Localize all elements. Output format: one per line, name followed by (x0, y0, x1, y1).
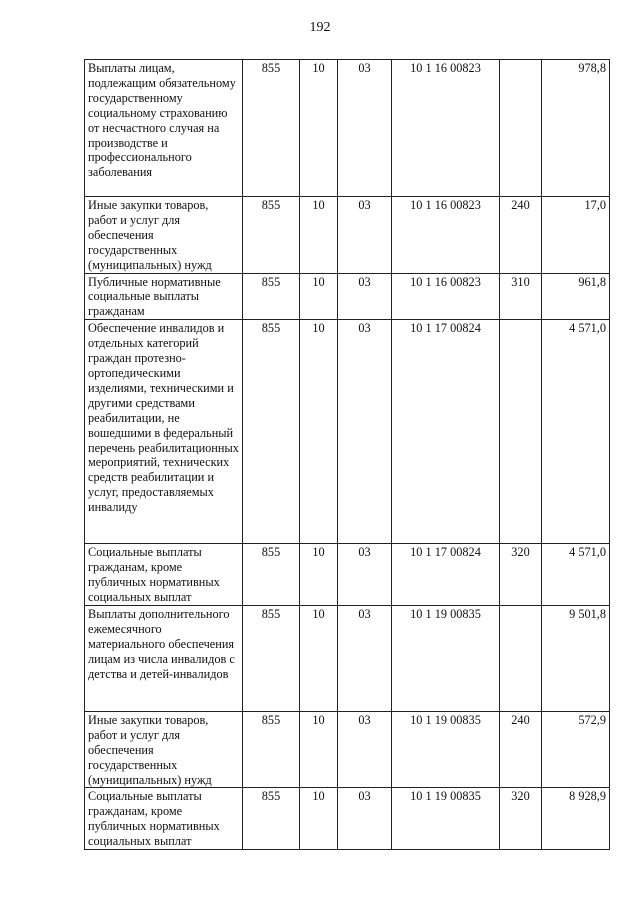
row-pr: 03 (338, 544, 392, 606)
row-vr (500, 605, 542, 711)
row-pr: 03 (338, 605, 392, 711)
row-csr: 10 1 16 00823 (392, 273, 500, 320)
row-rz: 10 (300, 788, 338, 850)
row-name: Обеспечение инвалидов и отдельных категорий граждан протезно-ортопедическими изделиями, техническими и другими средствами реабилитации, не вошедшими в федеральный перечень реабилитационных мероприятий, технических средств реабилитации и услуг, предоставляемых инвалиду (85, 320, 243, 544)
row-sum: 572,9 (542, 711, 610, 788)
row-pr: 03 (338, 197, 392, 274)
row-csr: 10 1 19 00835 (392, 788, 500, 850)
row-name: Социальные выплаты гражданам, кроме публичных нормативных социальных выплат (85, 544, 243, 606)
row-ved: 855 (243, 711, 300, 788)
table-row (85, 788, 610, 850)
row-name: Публичные нормативные социальные выплаты гражданам (85, 273, 243, 320)
row-vr: 310 (500, 273, 542, 320)
row-pr: 03 (338, 788, 392, 850)
row-rz: 10 (300, 320, 338, 544)
row-vr: 240 (500, 711, 542, 788)
table-row (85, 60, 610, 197)
row-ved: 855 (243, 544, 300, 606)
row-rz: 10 (300, 197, 338, 274)
row-csr: 10 1 19 00835 (392, 605, 500, 711)
row-vr: 320 (500, 788, 542, 850)
row-ved: 855 (243, 320, 300, 544)
row-rz: 10 (300, 273, 338, 320)
row-pr: 03 (338, 320, 392, 544)
row-vr: 240 (500, 197, 542, 274)
table-row (85, 320, 610, 544)
row-name: Выплаты лицам, подлежащим обязательному государственному социальному страхованию от несчастного случая на производстве и профессионального заболевания (85, 60, 243, 197)
row-sum: 17,0 (542, 197, 610, 274)
row-ved: 855 (243, 788, 300, 850)
row-sum: 8 928,9 (542, 788, 610, 850)
row-name: Иные закупки товаров, работ и услуг для обеспечения государственных (муниципальных) нужд (85, 711, 243, 788)
row-vr (500, 320, 542, 544)
row-rz: 10 (300, 544, 338, 606)
row-sum: 961,8 (542, 273, 610, 320)
row-sum: 9 501,8 (542, 605, 610, 711)
row-rz: 10 (300, 60, 338, 197)
table-row (85, 711, 610, 788)
page-number: 192 (309, 20, 331, 35)
row-name: Социальные выплаты гражданам, кроме публичных нормативных социальных выплат (85, 788, 243, 850)
row-ved: 855 (243, 605, 300, 711)
row-sum: 978,8 (542, 60, 610, 197)
row-sum: 4 571,0 (542, 544, 610, 606)
row-pr: 03 (338, 711, 392, 788)
table-row (85, 197, 610, 274)
table-row (85, 605, 610, 711)
row-rz: 10 (300, 605, 338, 711)
row-vr: 320 (500, 544, 542, 606)
row-rz: 10 (300, 711, 338, 788)
row-pr: 03 (338, 60, 392, 197)
row-csr: 10 1 17 00824 (392, 320, 500, 544)
row-name: Выплаты дополнительного ежемесячного материального обеспечения лицам из числа инвалидов с детства и детей-инвалидов (85, 605, 243, 711)
row-csr: 10 1 17 00824 (392, 544, 500, 606)
row-vr (500, 60, 542, 197)
row-name: Иные закупки товаров, работ и услуг для обеспечения государственных (муниципальных) нужд (85, 197, 243, 274)
table-row (85, 273, 610, 320)
row-ved: 855 (243, 197, 300, 274)
row-sum: 4 571,0 (542, 320, 610, 544)
row-ved: 855 (243, 60, 300, 197)
row-csr: 10 1 16 00823 (392, 60, 500, 197)
row-csr: 10 1 16 00823 (392, 197, 500, 274)
budget-table (84, 59, 610, 850)
row-csr: 10 1 19 00835 (392, 711, 500, 788)
row-ved: 855 (243, 273, 300, 320)
table-row (85, 544, 610, 606)
row-pr: 03 (338, 273, 392, 320)
